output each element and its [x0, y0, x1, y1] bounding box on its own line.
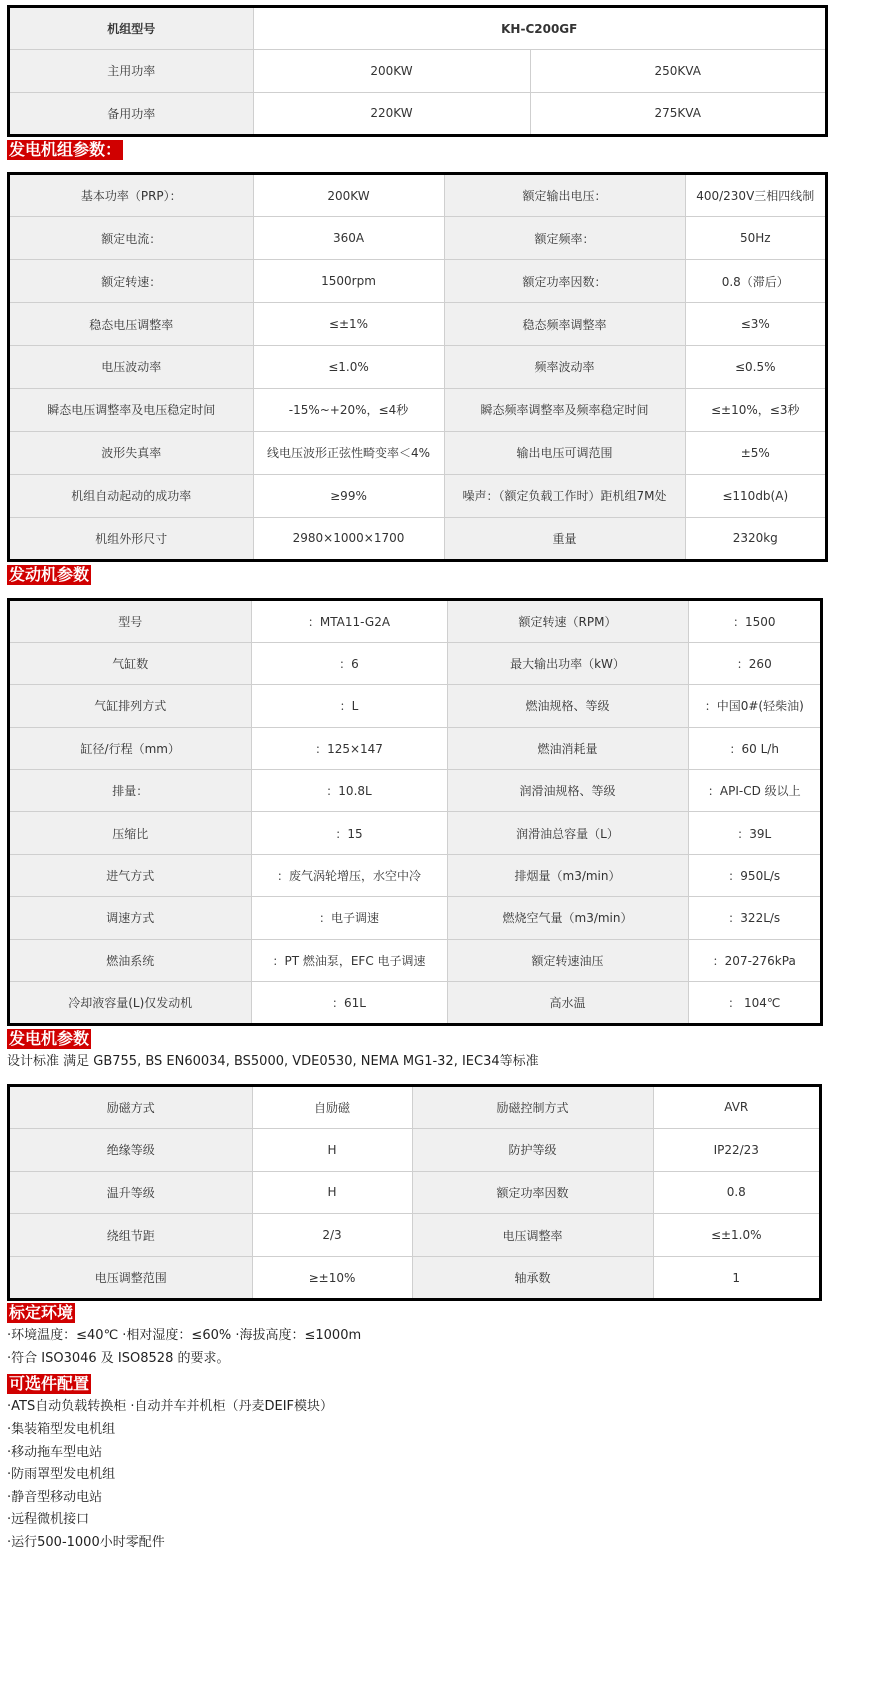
spec-value: 200KW — [253, 175, 444, 217]
spec-label: 缸径/行程（mm） — [10, 727, 251, 769]
spec-value: ：322L/s — [688, 897, 820, 939]
spec-label: 电压调整范围 — [10, 1257, 252, 1299]
options-item: ·防雨罩型发电机组 — [7, 1467, 116, 1482]
spec-label: 气缸数 — [10, 642, 251, 684]
spec-value: 400/230V三相四线制 — [685, 175, 825, 217]
spec-label: 额定输出电压： — [444, 175, 685, 217]
table-row — [10, 474, 825, 517]
spec-label: 润滑油总容量（L） — [447, 812, 688, 854]
spec-value: AVR — [653, 1087, 819, 1128]
spec-value: ：废气涡轮增压，水空中冷 — [251, 854, 447, 896]
spec-label: 额定转速油压 — [447, 939, 688, 981]
spec-value: ：207-276kPa — [688, 939, 820, 981]
spec-label: 瞬态频率调整率及频率稳定时间 — [444, 388, 685, 431]
spec-label: 机组外形尺寸 — [10, 517, 253, 559]
spec-value: ≤3% — [685, 303, 825, 346]
spec-value: ：260 — [688, 642, 820, 684]
spec-label: 额定转速： — [10, 260, 253, 303]
spec-value: ：10.8L — [251, 770, 447, 812]
spec-value: ：电子调速 — [251, 897, 447, 939]
options-item: ·静音型移动电站 — [7, 1490, 103, 1505]
spec-value: ：125×147 — [251, 727, 447, 769]
table-row — [10, 346, 825, 389]
spec-label: 电压波动率 — [10, 346, 253, 389]
spec-label: 冷却液容量(L)仅发动机 — [10, 982, 251, 1023]
spec-value: 0.8（滞后） — [685, 260, 825, 303]
spec-value: ：61L — [251, 982, 447, 1023]
spec-label: 励磁控制方式 — [412, 1087, 653, 1128]
spec-label: 轴承数 — [412, 1257, 653, 1299]
spec-label: 最大输出功率（kW） — [447, 642, 688, 684]
spec-label: 励磁方式 — [10, 1087, 252, 1128]
spec-value: ≥99% — [253, 474, 444, 517]
spec-label: 稳态电压调整率 — [10, 303, 253, 346]
spec-value: ≥±10% — [252, 1257, 412, 1299]
spec-label: 进气方式 — [10, 854, 251, 896]
standby-power-kw: 220KW — [253, 92, 530, 134]
table-row — [10, 812, 820, 854]
table-row — [10, 727, 820, 769]
spec-label: 排烟量（m3/min） — [447, 854, 688, 896]
spec-label: 电压调整率 — [412, 1214, 653, 1257]
spec-label: 润滑油规格、等级 — [447, 770, 688, 812]
standby-power-label: 备用功率 — [10, 92, 253, 134]
prime-power-kw: 200KW — [253, 50, 530, 93]
table-row — [10, 517, 825, 559]
engine-title: 发动机参数 — [9, 565, 90, 584]
table-row — [10, 642, 820, 684]
table-row — [10, 431, 825, 474]
spec-value: 0.8 — [653, 1171, 819, 1214]
generator-set-title: 发电机组参数： — [9, 140, 122, 159]
environment-line: ·环境温度：≤40℃ ·相对湿度：≤60% ·海拔高度：≤1000m — [7, 1328, 362, 1343]
spec-value: ≤±1% — [253, 303, 444, 346]
table-row — [10, 897, 820, 939]
spec-label: 型号 — [10, 601, 251, 642]
table-row — [10, 770, 820, 812]
spec-label: 压缩比 — [10, 812, 251, 854]
spec-label: 额定转速（RPM） — [447, 601, 688, 642]
spec-value: ：中国0#(轻柴油) — [688, 685, 820, 727]
table-row — [10, 854, 820, 896]
spec-value: -15%~+20%，≤4秒 — [253, 388, 444, 431]
spec-value: ≤±1.0% — [653, 1214, 819, 1257]
spec-label: 防护等级 — [412, 1128, 653, 1171]
options-item: ·运行500-1000小时零配件 — [7, 1535, 165, 1550]
options-item: ·ATS自动负载转换柜 ·自动并车并机柜（丹麦DEIF模块） — [7, 1399, 334, 1414]
spec-value: ：MTA11-G2A — [251, 601, 447, 642]
spec-label: 高水温 — [447, 982, 688, 1023]
spec-value: IP22/23 — [653, 1128, 819, 1171]
spec-label: 波形失真率 — [10, 431, 253, 474]
table-row — [10, 685, 820, 727]
options-item: ·集装箱型发电机组 — [7, 1422, 116, 1437]
spec-label: 额定功率因数： — [444, 260, 685, 303]
spec-value: ：6 — [251, 642, 447, 684]
spec-value: ： 104℃ — [688, 982, 820, 1023]
prime-power-kva: 250KVA — [530, 50, 825, 93]
spec-value: ≤0.5% — [685, 346, 825, 389]
spec-value: ：60 L/h — [688, 727, 820, 769]
environment-line: ·符合 ISO3046 及 ISO8528 的要求。 — [7, 1351, 230, 1366]
table-row — [10, 601, 820, 642]
standby-power-kva: 275KVA — [530, 92, 825, 134]
spec-label: 瞬态电压调整率及电压稳定时间 — [10, 388, 253, 431]
spec-value: ：L — [251, 685, 447, 727]
spec-label: 绝缘等级 — [10, 1128, 252, 1171]
spec-value: H — [252, 1171, 412, 1214]
table-row — [10, 982, 820, 1023]
spec-label: 额定功率因数 — [412, 1171, 653, 1214]
model-value: KH-C200GF — [253, 8, 825, 50]
spec-label: 调速方式 — [10, 897, 251, 939]
alternator-standard: 设计标准 满足 GB755, BS EN60034, BS5000, VDE0530, NEMA MG1-32, IEC34等标准 — [7, 1054, 539, 1069]
spec-value: 2/3 — [252, 1214, 412, 1257]
spec-label: 燃油消耗量 — [447, 727, 688, 769]
spec-value: ：950L/s — [688, 854, 820, 896]
generator-set-table — [7, 172, 828, 562]
environment-title: 标定环境 — [9, 1303, 74, 1322]
spec-value: ：15 — [251, 812, 447, 854]
spec-value: H — [252, 1128, 412, 1171]
spec-value: 360A — [253, 217, 444, 260]
model-label: 机组型号 — [10, 8, 253, 50]
spec-label: 燃烧空气量（m3/min） — [447, 897, 688, 939]
model-table — [7, 5, 828, 137]
table-row — [10, 1257, 819, 1299]
spec-value: 自励磁 — [252, 1087, 412, 1128]
table-row — [10, 1128, 819, 1171]
spec-label: 额定频率： — [444, 217, 685, 260]
options-item: ·远程微机接口 — [7, 1512, 90, 1527]
spec-value: 1 — [653, 1257, 819, 1299]
table-row — [10, 388, 825, 431]
spec-label: 机组自动起动的成功率 — [10, 474, 253, 517]
spec-value: 50Hz — [685, 217, 825, 260]
spec-value: ≤110db(A) — [685, 474, 825, 517]
spec-value: 1500rpm — [253, 260, 444, 303]
spec-label: 绕组节距 — [10, 1214, 252, 1257]
spec-value: ：1500 — [688, 601, 820, 642]
table-row — [10, 1087, 819, 1128]
spec-label: 温升等级 — [10, 1171, 252, 1214]
spec-label: 输出电压可调范围 — [444, 431, 685, 474]
spec-value: ≤±10%，≤3秒 — [685, 388, 825, 431]
spec-value: ：API-CD 级以上 — [688, 770, 820, 812]
engine-table — [7, 598, 823, 1026]
table-row — [10, 260, 825, 303]
spec-label: 燃油系统 — [10, 939, 251, 981]
spec-value: ±5% — [685, 431, 825, 474]
spec-label: 气缸排列方式 — [10, 685, 251, 727]
table-row — [10, 217, 825, 260]
alternator-title: 发电机参数 — [9, 1029, 90, 1048]
spec-label: 燃油规格、等级 — [447, 685, 688, 727]
spec-value: ：PT 燃油泵，EFC 电子调速 — [251, 939, 447, 981]
spec-value: ≤1.0% — [253, 346, 444, 389]
spec-label: 频率波动率 — [444, 346, 685, 389]
table-row — [10, 939, 820, 981]
options-item: ·移动拖车型电站 — [7, 1445, 103, 1460]
table-row — [10, 303, 825, 346]
spec-value: 线电压波形正弦性畸变率＜4% — [253, 431, 444, 474]
alternator-table — [7, 1084, 822, 1301]
spec-label: 排量： — [10, 770, 251, 812]
spec-label: 重量 — [444, 517, 685, 559]
spec-value: 2980×1000×1700 — [253, 517, 444, 559]
spec-label: 额定电流： — [10, 217, 253, 260]
spec-label: 基本功率（PRP）： — [10, 175, 253, 217]
options-title: 可选件配置 — [9, 1374, 90, 1393]
prime-power-label: 主用功率 — [10, 50, 253, 93]
table-row — [10, 1171, 819, 1214]
spec-value: ：39L — [688, 812, 820, 854]
spec-label: 噪声：（额定负载工作时）距机组7M处 — [444, 474, 685, 517]
table-row — [10, 175, 825, 217]
spec-value: 2320kg — [685, 517, 825, 559]
table-row — [10, 1214, 819, 1257]
spec-label: 稳态频率调整率 — [444, 303, 685, 346]
